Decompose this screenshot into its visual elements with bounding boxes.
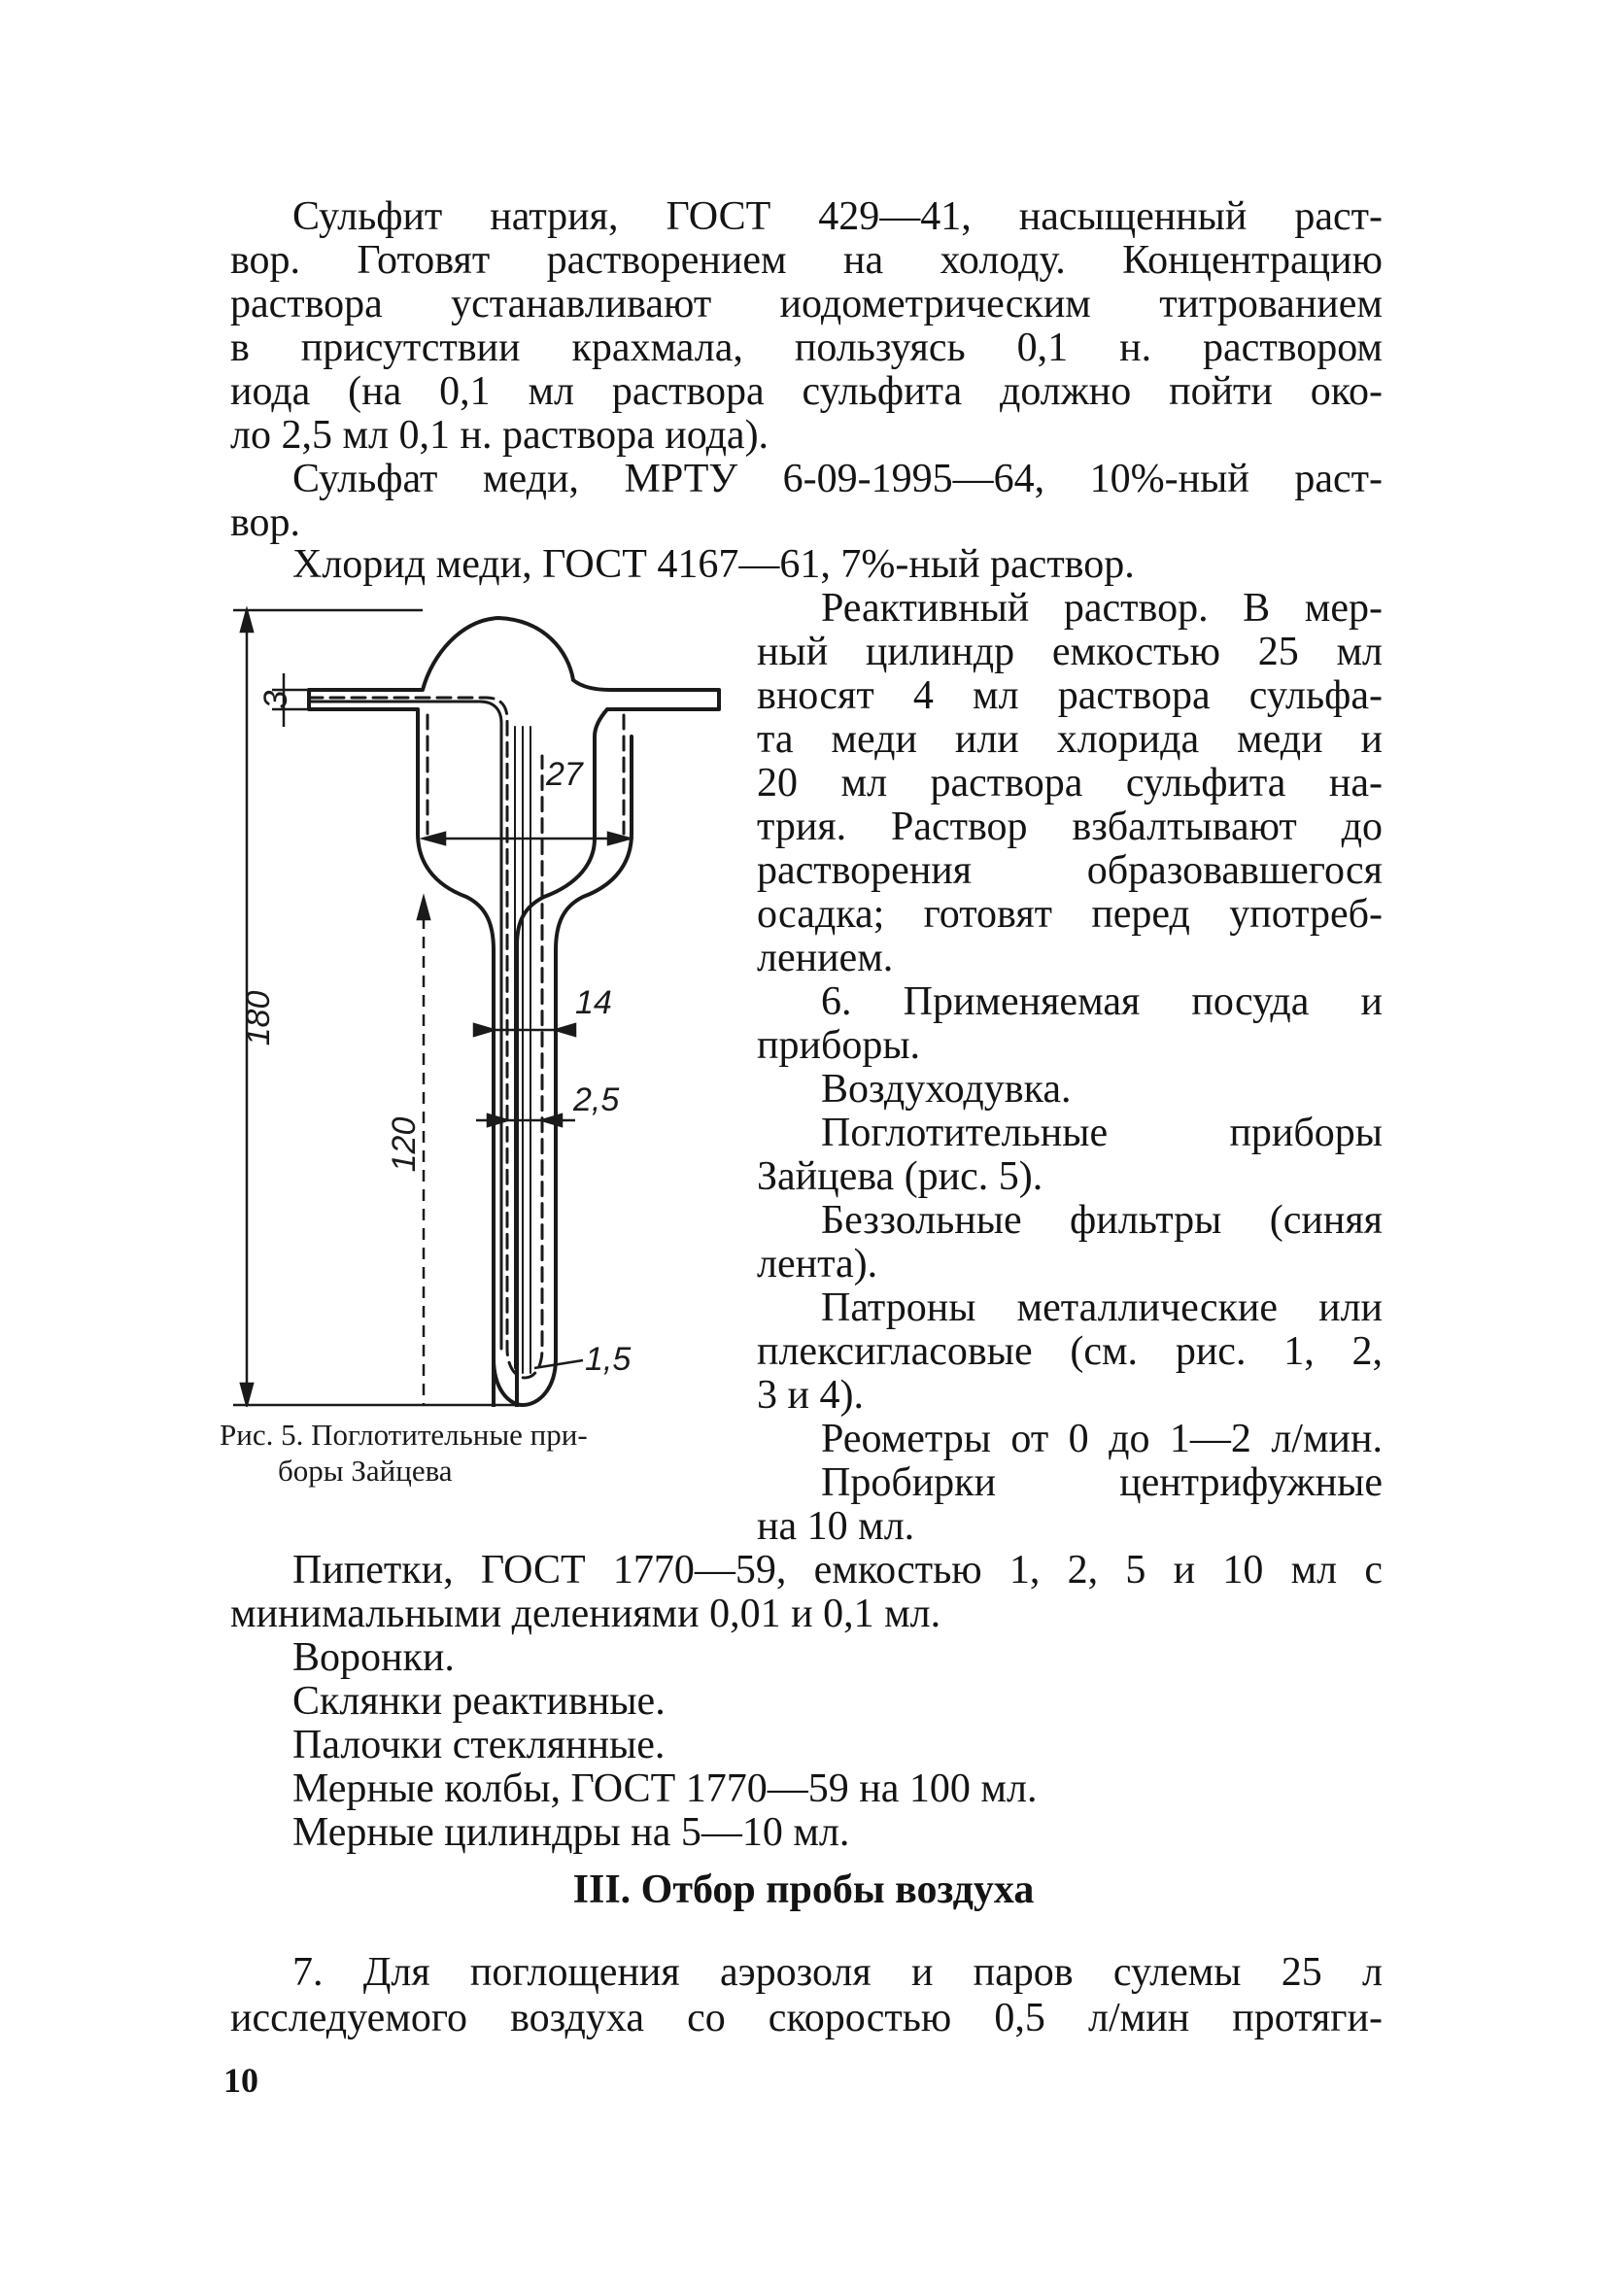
text-line: Сульфат меди, МРТУ 6-09-1995—64, 10%-ный раст-: [292, 457, 1383, 501]
inner-tube: [309, 698, 542, 1378]
page-number: 10: [223, 2061, 258, 2100]
list-item: Мерные колбы, ГОСТ 1770—59 на 100 мл.: [292, 1766, 1038, 1811]
arrow-icon: [418, 898, 429, 919]
text-line: Воздуходувка.: [821, 1067, 1072, 1112]
text-line: трия. Раствор взбалтывают до: [757, 805, 1383, 849]
text-line: 6. Применяемая посуда и: [821, 979, 1383, 1024]
list-item: Склянки реактивные.: [292, 1679, 666, 1724]
text-line: Пробирки центрифужные: [821, 1460, 1383, 1505]
text-line: минимальными делениями 0,01 и 0,1 мл.: [230, 1592, 941, 1636]
dim-label-180: 180: [239, 990, 277, 1046]
arrow-icon: [556, 1024, 575, 1036]
text-line: Реактивный раствор. В мер-: [821, 586, 1383, 631]
text-line: лента).: [757, 1242, 878, 1286]
text-line: в присутствии крахмала, пользуясь 0,1 н. раствором: [230, 326, 1383, 370]
zaitsev-absorber-drawing: [233, 600, 738, 1407]
text-line: раствора устанавливают иодометрическим титрованием: [230, 282, 1383, 326]
text-line: Беззольные фильтры (синяя: [821, 1198, 1383, 1243]
dim-label-120: 120: [385, 1116, 423, 1173]
absorber-outer-left: [309, 690, 494, 1407]
text-line: 20 мл раствора сульфита на-: [757, 761, 1383, 805]
text-line: 3 и 4).: [757, 1373, 864, 1418]
dim-label-25: 2,5: [573, 1081, 620, 1118]
text-line: плексигласовые (см. рис. 1, 2,: [757, 1329, 1383, 1374]
text-line: на 10 мл.: [757, 1504, 915, 1549]
text-line: исследуемого воздуха со скоростью 0,5 л/мин протяги-: [230, 1996, 1383, 2040]
dim-label-14: 14: [575, 984, 612, 1021]
arrow-icon: [542, 1114, 562, 1126]
dim-label-27: 27: [546, 756, 583, 793]
text-line: иода (на 0,1 мл раствора сульфита должно пойти око-: [230, 369, 1383, 414]
text-line: растворения образовавшегося: [757, 848, 1383, 893]
text-line: Поглотительные приборы: [821, 1111, 1383, 1155]
figure-caption: [220, 1417, 657, 1489]
text-line: вор. Готовят растворением на холоду. Концентрацию: [230, 238, 1383, 283]
inner-tube-edge: [309, 702, 501, 1349]
arrow-icon: [608, 833, 630, 844]
text-line: лением.: [757, 936, 894, 980]
arrow-icon: [241, 610, 253, 632]
section-heading: III. Отбор пробы воздуха: [572, 1868, 1035, 1912]
text-line: Пипетки, ГОСТ 1770—59, емкостью 1, 2, 5 и 10 мл с: [292, 1548, 1383, 1593]
text-line: Реометры от 0 до 1—2 л/мин.: [821, 1417, 1383, 1461]
dim-label-15: 1,5: [585, 1341, 632, 1378]
text-line: ный цилиндр емкостью 25 мл: [757, 630, 1383, 674]
list-item: Палочки стеклянные.: [292, 1723, 666, 1767]
text-line: Сульфит натрия, ГОСТ 429—41, насыщенный раст-: [292, 194, 1383, 239]
text-line: Зайцева (рис. 5).: [757, 1154, 1043, 1199]
text-line: вор.: [230, 500, 301, 545]
text-line: ло 2,5 мл 0,1 н. раствора иода).: [230, 413, 769, 458]
text-line: 7. Для поглощения аэрозоля и паров сулемы 25 л: [292, 1950, 1383, 1995]
text-line: вносят 4 мл раствора сульфа-: [757, 673, 1383, 718]
list-item: Мерные цилиндры на 5—10 мл.: [292, 1810, 850, 1855]
paragraph-copper-chloride: Хлорид меди, ГОСТ 4167—61, 7%-ный раствор.: [292, 542, 1135, 587]
arrow-icon: [474, 1024, 494, 1036]
arrow-icon: [241, 1384, 253, 1405]
text-line: приборы.: [757, 1023, 921, 1068]
text-line: та меди или хлорида меди и: [757, 717, 1383, 762]
text-line: осадка; готовят перед употреб-: [757, 892, 1383, 937]
caption-line: боры Зайцева: [278, 1454, 453, 1488]
text-line: Патроны металлические или: [821, 1285, 1383, 1330]
dim-label-3: 3: [256, 690, 294, 709]
caption-line: Рис. 5. Поглотительные при-: [220, 1418, 588, 1452]
arrow-icon: [488, 1114, 507, 1126]
list-item: Воронки.: [292, 1635, 455, 1680]
